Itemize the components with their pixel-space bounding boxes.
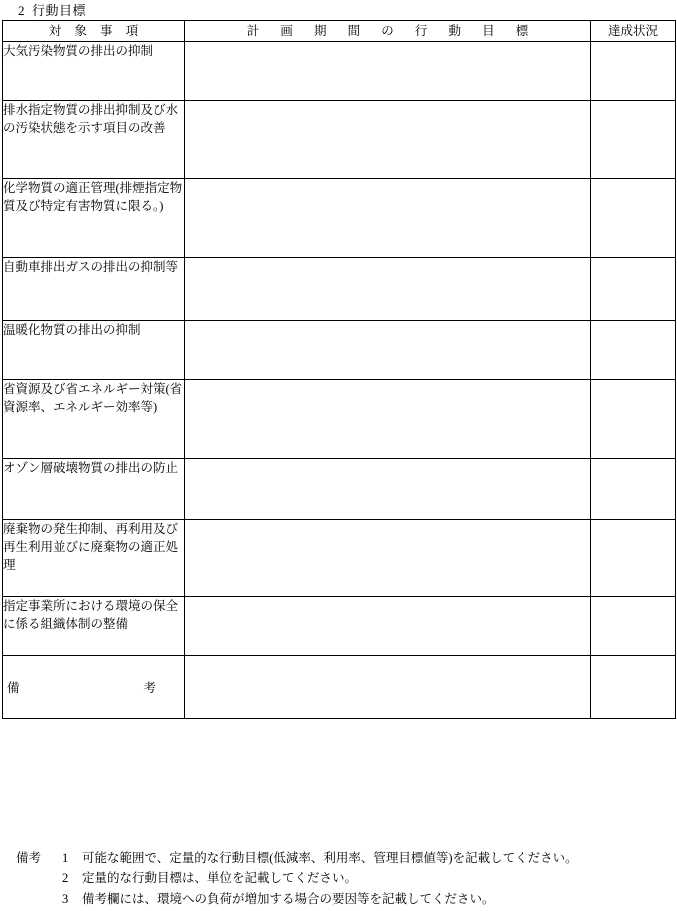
row-status-input[interactable] [591,380,676,459]
row-status-input[interactable] [591,42,676,101]
row-status-input[interactable] [591,179,676,258]
row-subject: 温暖化物質の排出の抑制 [3,321,185,380]
footnote-item [16,868,578,888]
row-goal-input[interactable] [185,42,591,101]
footnote-item [16,848,578,868]
table-header-row [3,21,676,42]
table-row [3,101,676,179]
page-title [18,0,86,19]
row-goal-input[interactable] [185,459,591,520]
row-subject: オゾン層破壊物質の排出の防止 [3,459,185,520]
remarks-value-input[interactable] [185,656,591,719]
footnotes-label: 備考 [16,851,42,865]
footnote-number: 3 [62,891,69,906]
footnote-spacer [16,889,62,909]
row-goal-input[interactable] [185,597,591,656]
row-subject: 大気汚染物質の排出の抑制 [3,42,185,101]
row-goal-input[interactable] [185,380,591,459]
table-row [3,258,676,321]
column-header-subject: 対 象 事 項 [3,21,185,42]
row-subject: 指定事業所における環境の保全に係る組織体制の整備 [3,597,185,656]
table-row [3,380,676,459]
section-number: 2 [18,3,25,18]
action-goals-table [2,20,676,719]
row-status-input[interactable] [591,101,676,179]
remarks-status-input[interactable] [591,656,676,719]
footnote-number: 1 [62,851,69,865]
table-row [3,42,676,101]
remarks-label-cell [3,656,185,719]
table-row [3,597,676,656]
table-row [3,459,676,520]
table-row [3,520,676,597]
row-goal-input[interactable] [185,258,591,321]
row-subject: 排水指定物質の排出抑制及び水の汚染状態を示す項目の改善 [3,101,185,179]
remarks-row [3,656,676,719]
row-subject: 化学物質の適正管理(排煙指定物質及び特定有害物質に限る。) [3,179,185,258]
row-subject: 省資源及び省エネルギー対策(省資源率、エネルギー効率等) [3,380,185,459]
row-goal-input[interactable] [185,101,591,179]
row-goal-input[interactable] [185,179,591,258]
row-subject: 自動車排出ガスの排出の抑制等 [3,258,185,321]
footnotes [16,848,578,909]
table-row [3,321,676,380]
row-subject: 廃棄物の発生抑制、再利用及び再生利用並びに廃棄物の適正処理 [3,520,185,597]
remarks-label-right: 考 [143,681,156,695]
row-status-input[interactable] [591,258,676,321]
footnote-spacer [16,868,62,888]
column-header-goal: 計 画 期 間 の 行 動 目 標 [185,21,591,42]
section-title: 行動目標 [32,3,87,18]
footnote-number: 2 [62,871,69,886]
row-goal-input[interactable] [185,321,591,380]
row-status-input[interactable] [591,459,676,520]
footnote-text: 備考欄には、環境への負荷が増加する場合の要因等を記載してください。 [82,891,495,906]
row-status-input[interactable] [591,520,676,597]
row-goal-input[interactable] [185,520,591,597]
footnote-item [16,889,578,909]
row-status-input[interactable] [591,321,676,380]
row-status-input[interactable] [591,597,676,656]
footnote-text: 定量的な行動目標は、単位を記載してください。 [82,871,358,886]
remarks-label-left: 備 [7,681,20,695]
table-row [3,179,676,258]
column-header-status: 達成状況 [591,21,676,42]
footnote-text: 可能な範囲で、定量的な行動目標(低減率、利用率、管理目標値等)を記載してください。 [82,851,578,865]
